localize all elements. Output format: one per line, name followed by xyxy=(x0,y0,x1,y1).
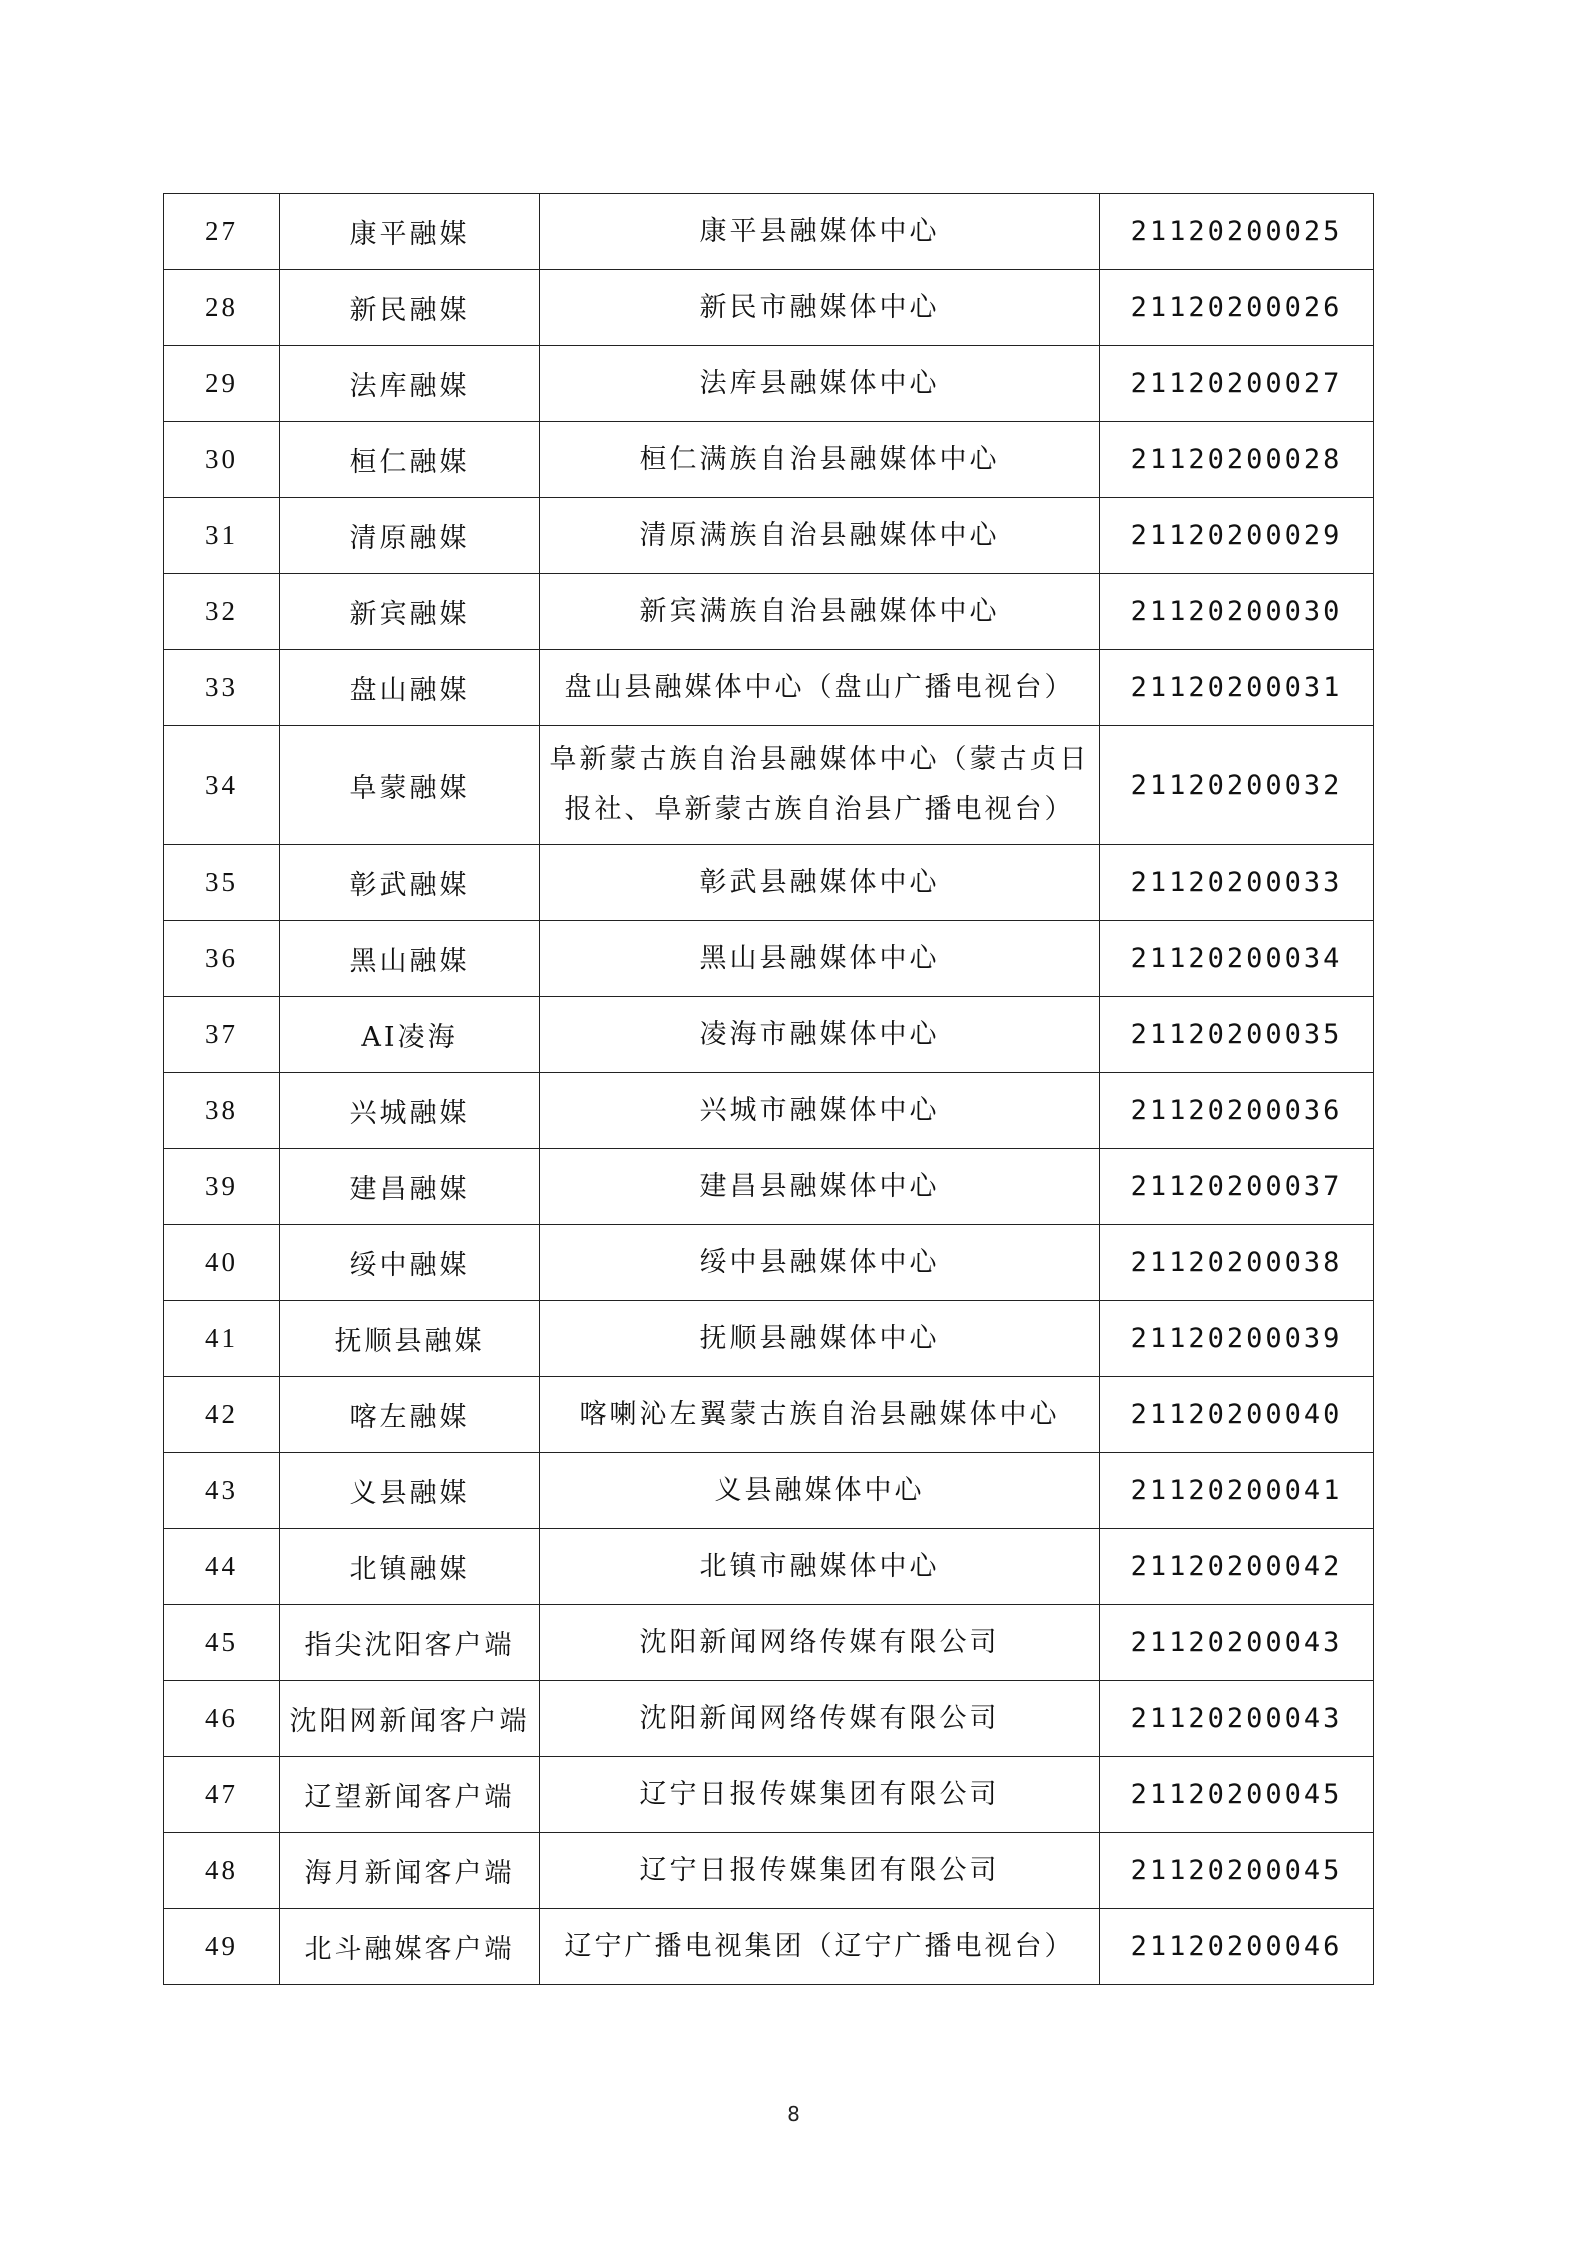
media-name: 阜蒙融媒 xyxy=(280,726,540,845)
media-name: 义县融媒 xyxy=(280,1453,540,1529)
media-name: 盘山融媒 xyxy=(280,650,540,726)
table-row xyxy=(164,1681,1374,1757)
organization-name: 凌海市融媒体中心 xyxy=(540,997,1100,1073)
organization-name: 桓仁满族自治县融媒体中心 xyxy=(540,422,1100,498)
table-row xyxy=(164,270,1374,346)
row-number: 39 xyxy=(164,1149,280,1225)
media-name: AI凌海 xyxy=(280,997,540,1073)
registration-code: 21120200031 xyxy=(1100,650,1374,726)
registry-table-body xyxy=(164,194,1374,1985)
table-row xyxy=(164,1909,1374,1985)
registration-code: 21120200029 xyxy=(1100,498,1374,574)
organization-name: 新宾满族自治县融媒体中心 xyxy=(540,574,1100,650)
registration-code: 21120200045 xyxy=(1100,1757,1374,1833)
organization-name: 沈阳新闻网络传媒有限公司 xyxy=(540,1605,1100,1681)
organization-name: 辽宁日报传媒集团有限公司 xyxy=(540,1757,1100,1833)
media-name: 海月新闻客户端 xyxy=(280,1833,540,1909)
row-number: 29 xyxy=(164,346,280,422)
registration-code: 21120200042 xyxy=(1100,1529,1374,1605)
organization-name: 北镇市融媒体中心 xyxy=(540,1529,1100,1605)
row-number: 48 xyxy=(164,1833,280,1909)
media-name: 法库融媒 xyxy=(280,346,540,422)
registration-code: 21120200025 xyxy=(1100,194,1374,270)
media-name: 抚顺县融媒 xyxy=(280,1301,540,1377)
registration-code: 21120200034 xyxy=(1100,921,1374,997)
table-row xyxy=(164,650,1374,726)
organization-name: 辽宁日报传媒集团有限公司 xyxy=(540,1833,1100,1909)
row-number: 49 xyxy=(164,1909,280,1985)
row-number: 41 xyxy=(164,1301,280,1377)
organization-name: 彰武县融媒体中心 xyxy=(540,845,1100,921)
row-number: 35 xyxy=(164,845,280,921)
media-name: 新民融媒 xyxy=(280,270,540,346)
row-number: 30 xyxy=(164,422,280,498)
media-name: 彰武融媒 xyxy=(280,845,540,921)
organization-name: 建昌县融媒体中心 xyxy=(540,1149,1100,1225)
row-number: 42 xyxy=(164,1377,280,1453)
organization-name: 康平县融媒体中心 xyxy=(540,194,1100,270)
table-row xyxy=(164,726,1374,845)
media-name: 绥中融媒 xyxy=(280,1225,540,1301)
table-row xyxy=(164,574,1374,650)
registration-code: 21120200045 xyxy=(1100,1833,1374,1909)
organization-name: 辽宁广播电视集团（辽宁广播电视台） xyxy=(540,1909,1100,1985)
organization-name: 阜新蒙古族自治县融媒体中心（蒙古贞日报社、阜新蒙古族自治县广播电视台） xyxy=(540,726,1100,845)
registration-code: 21120200037 xyxy=(1100,1149,1374,1225)
table-row xyxy=(164,346,1374,422)
registration-code: 21120200033 xyxy=(1100,845,1374,921)
table-row xyxy=(164,1833,1374,1909)
organization-name: 绥中县融媒体中心 xyxy=(540,1225,1100,1301)
row-number: 37 xyxy=(164,997,280,1073)
media-name: 北斗融媒客户端 xyxy=(280,1909,540,1985)
row-number: 40 xyxy=(164,1225,280,1301)
registration-code: 21120200035 xyxy=(1100,997,1374,1073)
registration-code: 21120200043 xyxy=(1100,1605,1374,1681)
table-row xyxy=(164,1377,1374,1453)
registration-code: 21120200043 xyxy=(1100,1681,1374,1757)
organization-name: 兴城市融媒体中心 xyxy=(540,1073,1100,1149)
organization-name: 喀喇沁左翼蒙古族自治县融媒体中心 xyxy=(540,1377,1100,1453)
registration-code: 21120200030 xyxy=(1100,574,1374,650)
organization-name: 沈阳新闻网络传媒有限公司 xyxy=(540,1681,1100,1757)
media-name: 康平融媒 xyxy=(280,194,540,270)
registration-code: 21120200041 xyxy=(1100,1453,1374,1529)
media-name: 喀左融媒 xyxy=(280,1377,540,1453)
organization-name: 黑山县融媒体中心 xyxy=(540,921,1100,997)
table-row xyxy=(164,1149,1374,1225)
row-number: 33 xyxy=(164,650,280,726)
registration-code: 21120200039 xyxy=(1100,1301,1374,1377)
table-row xyxy=(164,194,1374,270)
registration-code: 21120200032 xyxy=(1100,726,1374,845)
organization-name: 清原满族自治县融媒体中心 xyxy=(540,498,1100,574)
media-name: 新宾融媒 xyxy=(280,574,540,650)
media-name: 沈阳网新闻客户端 xyxy=(280,1681,540,1757)
table-row xyxy=(164,921,1374,997)
table-row xyxy=(164,845,1374,921)
row-number: 43 xyxy=(164,1453,280,1529)
table-row xyxy=(164,1301,1374,1377)
table-row xyxy=(164,1453,1374,1529)
registration-code: 21120200036 xyxy=(1100,1073,1374,1149)
row-number: 28 xyxy=(164,270,280,346)
organization-name: 新民市融媒体中心 xyxy=(540,270,1100,346)
table-row xyxy=(164,1225,1374,1301)
media-name: 清原融媒 xyxy=(280,498,540,574)
row-number: 44 xyxy=(164,1529,280,1605)
table-row xyxy=(164,498,1374,574)
organization-name: 抚顺县融媒体中心 xyxy=(540,1301,1100,1377)
table-row xyxy=(164,1073,1374,1149)
organization-name: 盘山县融媒体中心（盘山广播电视台） xyxy=(540,650,1100,726)
media-name: 辽望新闻客户端 xyxy=(280,1757,540,1833)
row-number: 32 xyxy=(164,574,280,650)
media-name: 黑山融媒 xyxy=(280,921,540,997)
media-name: 指尖沈阳客户端 xyxy=(280,1605,540,1681)
registration-code: 21120200040 xyxy=(1100,1377,1374,1453)
row-number: 34 xyxy=(164,726,280,845)
page-number: 8 xyxy=(787,2102,800,2126)
registration-code: 21120200027 xyxy=(1100,346,1374,422)
media-name: 桓仁融媒 xyxy=(280,422,540,498)
media-name: 兴城融媒 xyxy=(280,1073,540,1149)
row-number: 31 xyxy=(164,498,280,574)
table-row xyxy=(164,422,1374,498)
row-number: 27 xyxy=(164,194,280,270)
organization-name: 义县融媒体中心 xyxy=(540,1453,1100,1529)
row-number: 47 xyxy=(164,1757,280,1833)
table-row xyxy=(164,1757,1374,1833)
media-name: 北镇融媒 xyxy=(280,1529,540,1605)
table-row xyxy=(164,1529,1374,1605)
registration-code: 21120200026 xyxy=(1100,270,1374,346)
registry-table xyxy=(163,193,1374,1985)
row-number: 36 xyxy=(164,921,280,997)
row-number: 38 xyxy=(164,1073,280,1149)
table-row xyxy=(164,997,1374,1073)
table-row xyxy=(164,1605,1374,1681)
registration-code: 21120200028 xyxy=(1100,422,1374,498)
organization-name: 法库县融媒体中心 xyxy=(540,346,1100,422)
registration-code: 21120200046 xyxy=(1100,1909,1374,1985)
media-name: 建昌融媒 xyxy=(280,1149,540,1225)
row-number: 45 xyxy=(164,1605,280,1681)
row-number: 46 xyxy=(164,1681,280,1757)
registration-code: 21120200038 xyxy=(1100,1225,1374,1301)
